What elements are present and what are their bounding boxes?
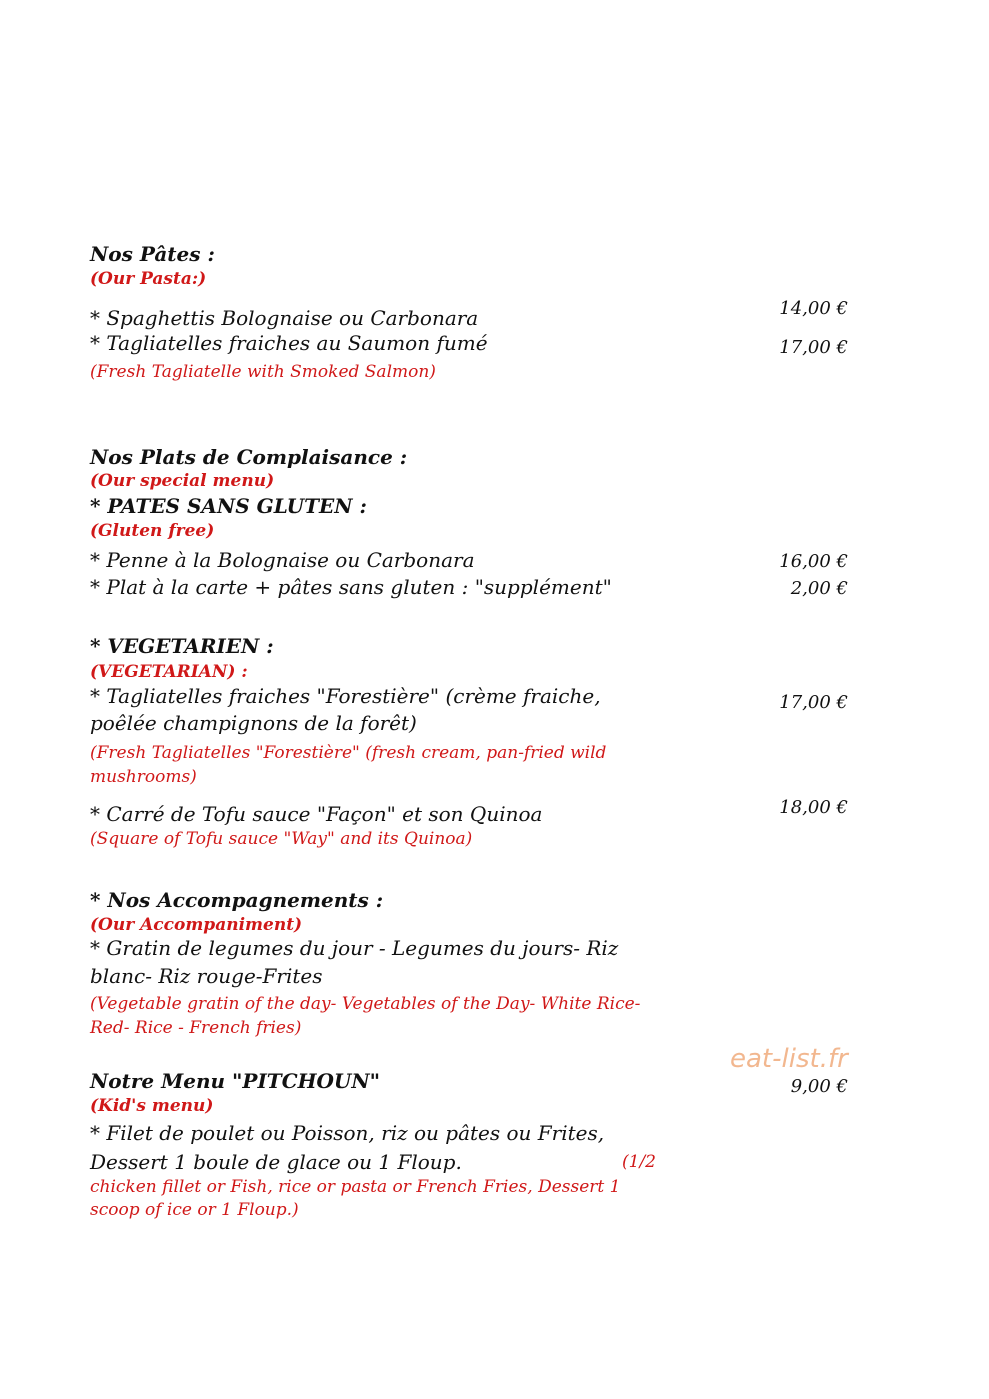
gluten-subtitle: (Gluten free): [90, 521, 215, 541]
vegetarian-item-tofu: * Carré de Tofu sauce "Façon" et son Quinoa: [90, 802, 543, 826]
vegetarian-price-tofu: 18,00 €: [779, 797, 848, 818]
pasta-subtitle: (Our Pasta:): [90, 269, 207, 289]
vegetarian-item-forestiere: * Tagliatelles fraiches "Forestière" (crème fraiche,: [90, 684, 601, 708]
gluten-item-supplement: * Plat à la carte + pâtes sans gluten : "supplément": [90, 575, 612, 599]
pasta-price-tagliatelles: 17,00 €: [779, 337, 848, 358]
sides-translation: (Vegetable gratin of the day- Vegetables of the Day- White Rice-: [90, 994, 641, 1014]
pasta-translation-tagliatelles: (Fresh Tagliatelle with Smoked Salmon): [90, 362, 436, 382]
sides-item-cont: blanc- Riz rouge-Frites: [90, 964, 323, 988]
pasta-title: Nos Pâtes :: [90, 242, 215, 266]
gluten-price-supplement: 2,00 €: [790, 578, 848, 599]
special-title: Nos Plats de Complaisance :: [90, 445, 408, 469]
vegetarian-subtitle: (VEGETARIAN) :: [90, 662, 248, 682]
pasta-item-spaghetti: * Spaghettis Bolognaise ou Carbonara: [90, 306, 479, 330]
sides-subtitle: (Our Accompaniment): [90, 915, 303, 935]
vegetarian-price-forestiere: 17,00 €: [779, 692, 848, 713]
pasta-price-spaghetti: 14,00 €: [779, 298, 848, 319]
vegetarian-item-forestiere-cont: poêlée champignons de la forêt): [90, 711, 417, 735]
kids-subtitle: (Kid's menu): [90, 1096, 214, 1116]
gluten-title: * PATES SANS GLUTEN :: [90, 494, 367, 518]
sides-title: * Nos Accompagnements :: [90, 888, 384, 912]
sides-translation-cont: Red- Rice - French fries): [90, 1018, 302, 1038]
kids-translation-start: (1/2: [622, 1152, 656, 1172]
vegetarian-translation-forestiere: (Fresh Tagliatelles "Forestière" (fresh cream, pan-fried wild: [90, 743, 607, 763]
kids-item: * Filet de poulet ou Poisson, riz ou pâtes ou Frites,: [90, 1121, 605, 1145]
pasta-item-tagliatelles: * Tagliatelles fraiches au Saumon fumé: [90, 331, 488, 355]
special-subtitle: (Our special menu): [90, 471, 275, 491]
gluten-item-penne: * Penne à la Bolognaise ou Carbonara: [90, 548, 475, 572]
watermark-logo: eat-list.fr: [730, 1044, 848, 1074]
vegetarian-title: * VEGETARIEN :: [90, 634, 274, 658]
kids-item-cont: Dessert 1 boule de glace ou 1 Floup.: [90, 1150, 462, 1174]
kids-price: 9,00 €: [790, 1076, 848, 1097]
kids-translation: chicken fillet or Fish, rice or pasta or French Fries, Dessert 1: [90, 1177, 621, 1197]
kids-title: Notre Menu "PITCHOUN": [90, 1069, 381, 1093]
vegetarian-translation-tofu: (Square of Tofu sauce "Way" and its Quinoa): [90, 829, 473, 849]
vegetarian-translation-forestiere-cont: mushrooms): [90, 767, 197, 787]
gluten-price-penne: 16,00 €: [779, 551, 848, 572]
kids-translation-cont: scoop of ice or 1 Floup.): [90, 1200, 299, 1220]
sides-item: * Gratin de legumes du jour - Legumes du jours- Riz: [90, 936, 619, 960]
